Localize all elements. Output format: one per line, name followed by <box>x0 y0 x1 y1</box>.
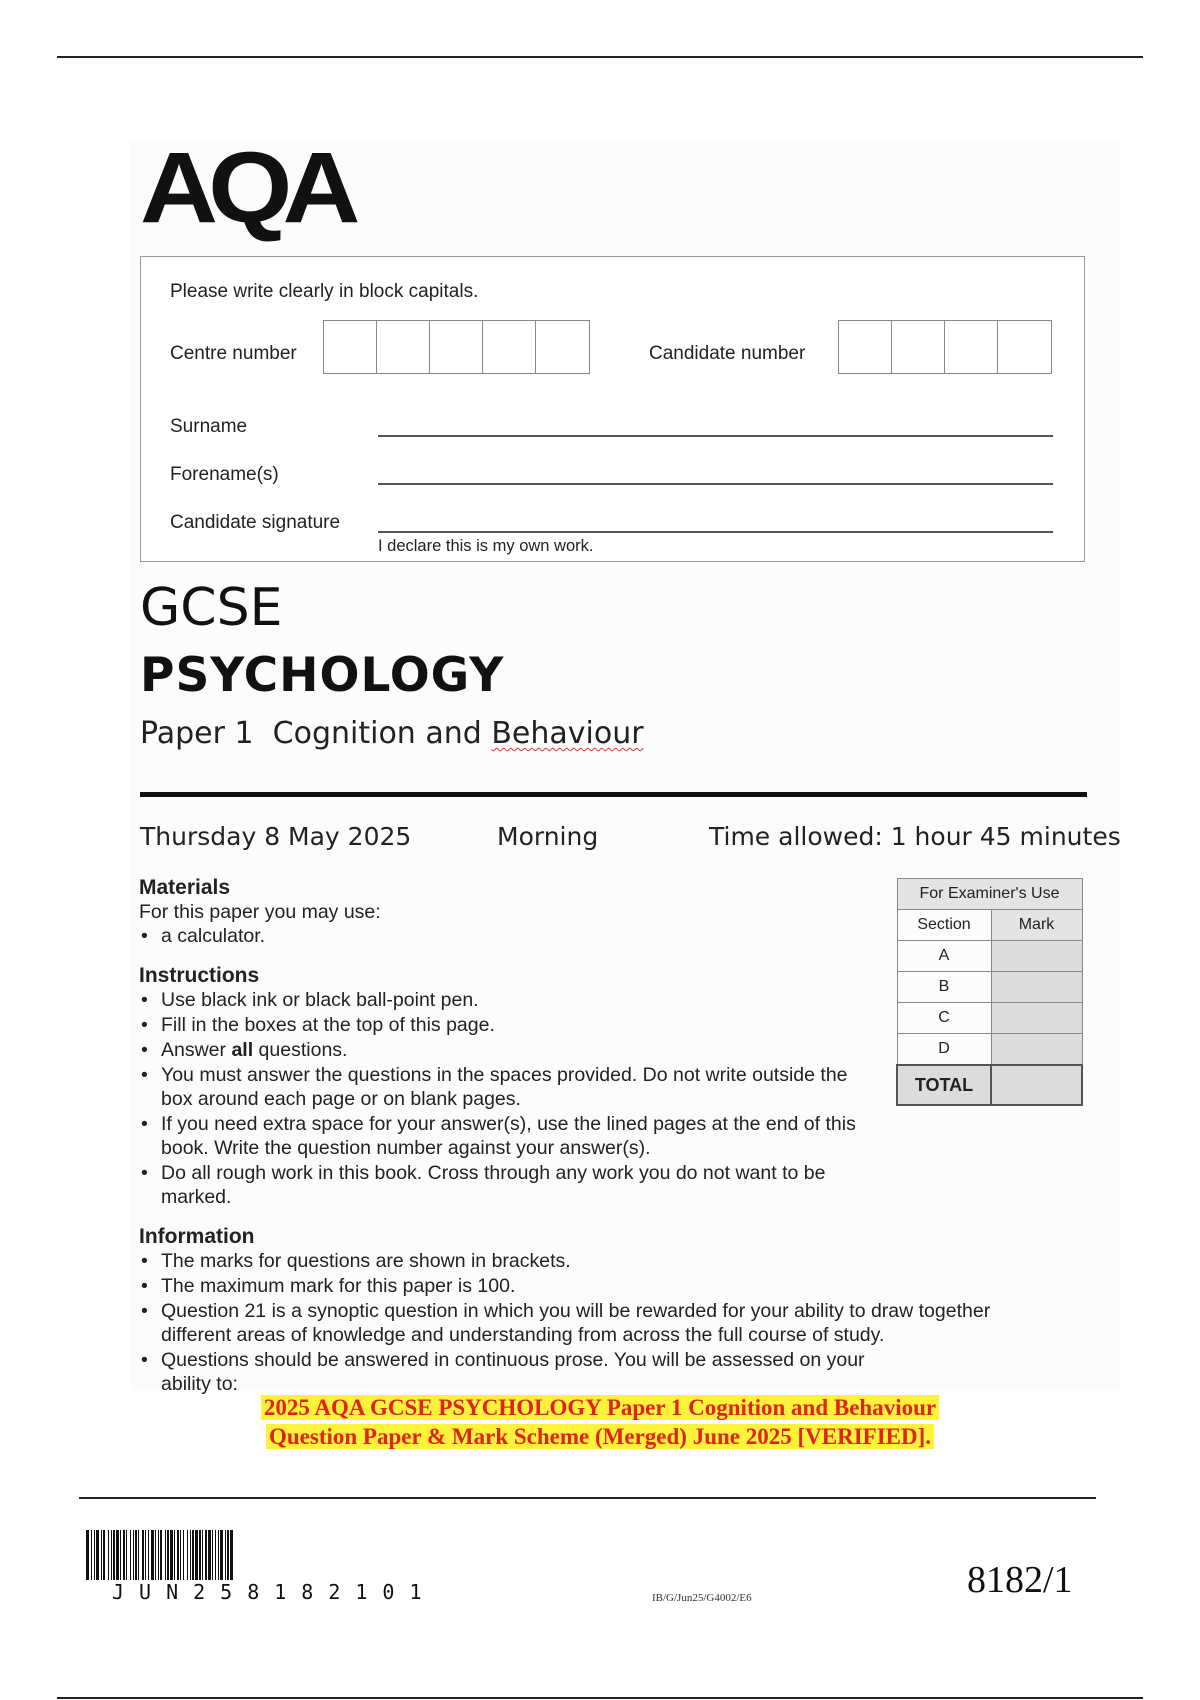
aqa-logo: AQA <box>140 132 351 244</box>
surname-line[interactable] <box>378 435 1053 437</box>
materials-heading: Materials <box>139 876 231 899</box>
banner-line-1: 2025 AQA GCSE PSYCHOLOGY Paper 1 Cognition and Behaviour <box>261 1395 939 1420</box>
title-divider <box>140 792 1087 797</box>
centre-number-label: Centre number <box>170 343 297 364</box>
list-item: • Answer all questions. <box>139 1038 874 1062</box>
list-item: • Fill in the boxes at the top of this page. <box>139 1013 874 1037</box>
digit-box[interactable] <box>945 321 998 373</box>
digit-box[interactable] <box>839 321 892 373</box>
exam-session: Morning <box>497 822 599 851</box>
verified-banner <box>150 1393 1050 1451</box>
top-rule <box>57 56 1143 58</box>
section-column-header: Section <box>897 910 991 941</box>
list-item: • Do all rough work in this book. Cross through any work you do not want to be marked. <box>139 1161 874 1209</box>
information-section <box>139 1225 1059 1397</box>
candidate-number-boxes[interactable] <box>838 320 1052 374</box>
instructions-heading: Instructions <box>139 964 260 987</box>
list-item: • Use black ink or black ball-point pen. <box>139 988 874 1012</box>
list-item: • The maximum mark for this paper is 100. <box>139 1274 1059 1298</box>
paper-title-suffix: Behaviour <box>491 716 644 751</box>
block-capitals-instruction: Please write clearly in block capitals. <box>170 281 479 302</box>
subject-title: PSYCHOLOGY <box>140 648 505 703</box>
mark-cell[interactable] <box>991 972 1082 1003</box>
signature-label: Candidate signature <box>170 512 341 533</box>
paper-code: 8182/1 <box>967 1559 1073 1601</box>
candidate-details-box <box>140 256 1085 562</box>
mark-cell[interactable] <box>991 941 1082 972</box>
list-item: • If you need extra space for your answer(s), use the lined pages at the end of this book. Write the question number against your answer(s). <box>139 1112 874 1160</box>
section-cell: D <box>897 1034 991 1066</box>
information-heading: Information <box>139 1225 255 1248</box>
banner-line-2: Question Paper & Mark Scheme (Merged) June 2025 [VERIFIED]. <box>266 1424 934 1449</box>
digit-box[interactable] <box>536 321 589 373</box>
digit-box[interactable] <box>430 321 483 373</box>
list-item: • You must answer the questions in the spaces provided. Do not write outside the box around each page or on blank pages. <box>139 1063 874 1111</box>
forenames-label: Forename(s) <box>170 464 279 485</box>
digit-box[interactable] <box>377 321 430 373</box>
list-item: • a calculator. <box>139 924 859 948</box>
barcode-stripe <box>230 1530 233 1580</box>
total-mark-cell[interactable] <box>991 1065 1082 1105</box>
mark-column-header: Mark <box>991 910 1082 941</box>
instructions-section <box>139 964 874 1210</box>
section-cell: B <box>897 972 991 1003</box>
paper-title-prefix: Paper 1 Cognition and <box>140 716 492 751</box>
candidate-number-label: Candidate number <box>649 343 806 364</box>
surname-label: Surname <box>170 416 248 437</box>
barcode <box>86 1530 472 1580</box>
materials-intro: For this paper you may use: <box>139 901 381 923</box>
instructions-list <box>139 988 874 1209</box>
bottom-rule <box>57 1697 1143 1699</box>
digit-box[interactable] <box>998 321 1051 373</box>
qualification-level: GCSE <box>140 578 283 638</box>
total-label: TOTAL <box>897 1065 991 1105</box>
forenames-line[interactable] <box>378 483 1053 485</box>
list-item: • Questions should be answered in continuous prose. You will be assessed on your ability to: <box>139 1348 866 1396</box>
examiner-table-title: For Examiner's Use <box>897 879 1082 910</box>
section-cell: C <box>897 1003 991 1034</box>
footer-rule <box>79 1497 1096 1499</box>
section-cell: A <box>897 941 991 972</box>
time-allowed: Time allowed: 1 hour 45 minutes <box>709 822 1121 851</box>
list-item: • Question 21 is a synoptic question in which you will be rewarded for your ability to draw together different areas of knowledge and understanding from across the full course of study. <box>139 1299 1059 1347</box>
digit-box[interactable] <box>483 321 536 373</box>
materials-section <box>139 876 859 949</box>
mark-cell[interactable] <box>991 1003 1082 1034</box>
examiner-use-table <box>896 878 1083 1106</box>
exam-date: Thursday 8 May 2025 <box>140 822 412 851</box>
list-item: • The marks for questions are shown in brackets. <box>139 1249 1059 1273</box>
document-reference: IB/G/Jun25/G4002/E6 <box>652 1592 752 1604</box>
mark-cell[interactable] <box>991 1034 1082 1066</box>
declaration-text: I declare this is my own work. <box>378 537 594 555</box>
barcode-digits: JUN258182101 <box>112 1580 437 1604</box>
materials-list <box>139 924 859 948</box>
information-list <box>139 1249 1059 1396</box>
digit-box[interactable] <box>892 321 945 373</box>
paper-title <box>140 716 644 751</box>
digit-box[interactable] <box>324 321 377 373</box>
signature-line[interactable] <box>378 531 1053 533</box>
centre-number-boxes[interactable] <box>323 320 590 374</box>
